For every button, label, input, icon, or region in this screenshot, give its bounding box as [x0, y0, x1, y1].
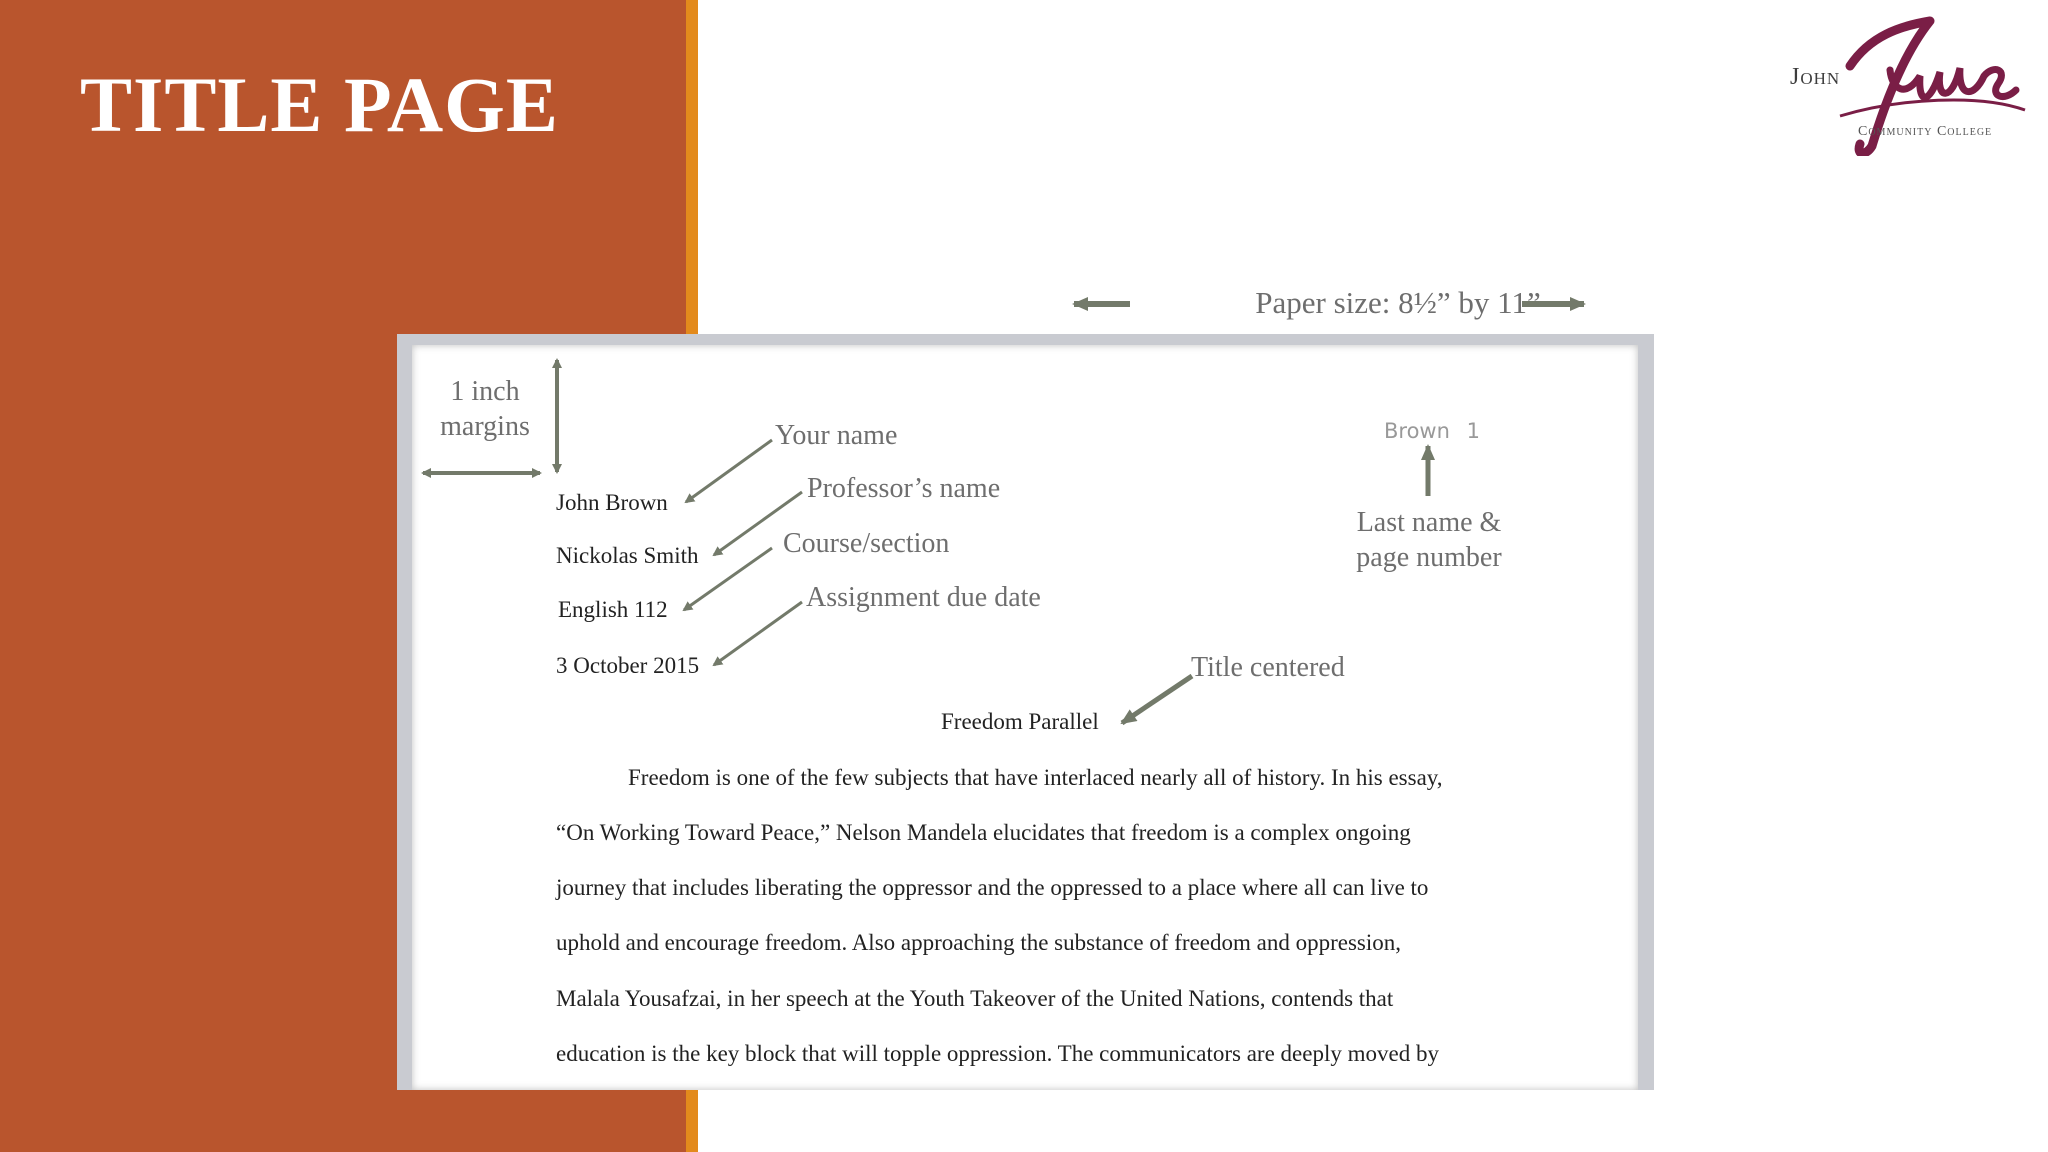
- body-line: uphold and encourage freedom. Also approaching the substance of freedom and oppression,: [556, 930, 1401, 955]
- due-date: 3 October 2015: [556, 653, 700, 678]
- due-date-annotation: Assignment due date: [806, 582, 1041, 613]
- slide-title: TITLE PAGE: [80, 61, 559, 148]
- logo-john: John: [1790, 64, 1841, 90]
- body-line: Malala Yousafzai, in her speech at the Youth Takeover of the United Nations, contends that: [556, 986, 1394, 1011]
- title-centered-annotation: Title centered: [1191, 652, 1345, 683]
- professor-name: Nickolas Smith: [556, 543, 699, 568]
- last-name-line1: Last name &: [1356, 507, 1502, 538]
- body-line: “On Working Toward Peace,” Nelson Mandela elucidates that freedom is a complex ongoing: [556, 820, 1411, 845]
- margins-line2: margins: [440, 411, 530, 442]
- body-line: Freedom is one of the few subjects that have interlaced nearly all of history. In his essay,: [628, 765, 1443, 790]
- body-line: education is the key block that will topple oppression. The communicators are deeply moved by: [556, 1041, 1439, 1066]
- course-annotation: Course/section: [783, 528, 950, 559]
- professor-annotation: Professor’s name: [807, 473, 1001, 504]
- logo-community-college: Community College: [1858, 124, 1993, 139]
- your-name-arrow: [686, 440, 772, 502]
- last-name-annotation: [1318, 505, 1540, 575]
- last-name-line2: page number: [1356, 542, 1502, 573]
- margins-annotation: [420, 374, 550, 444]
- title-arrow: [1122, 676, 1192, 723]
- due-date-arrow: [714, 602, 802, 665]
- your-name-annotation: Your name: [775, 420, 898, 451]
- course-section: English 112: [558, 597, 668, 622]
- author-name: John Brown: [556, 490, 668, 515]
- body-line: journey that includes liberating the oppressor and the oppressed to a place where all can live to: [556, 875, 1429, 900]
- running-header: Brown 1: [1384, 419, 1480, 443]
- margins-line1: 1 inch: [450, 376, 520, 407]
- essay-title: Freedom Parallel: [941, 709, 1099, 734]
- paper-size-label: Paper size: 8½” by 11”: [1255, 285, 1541, 320]
